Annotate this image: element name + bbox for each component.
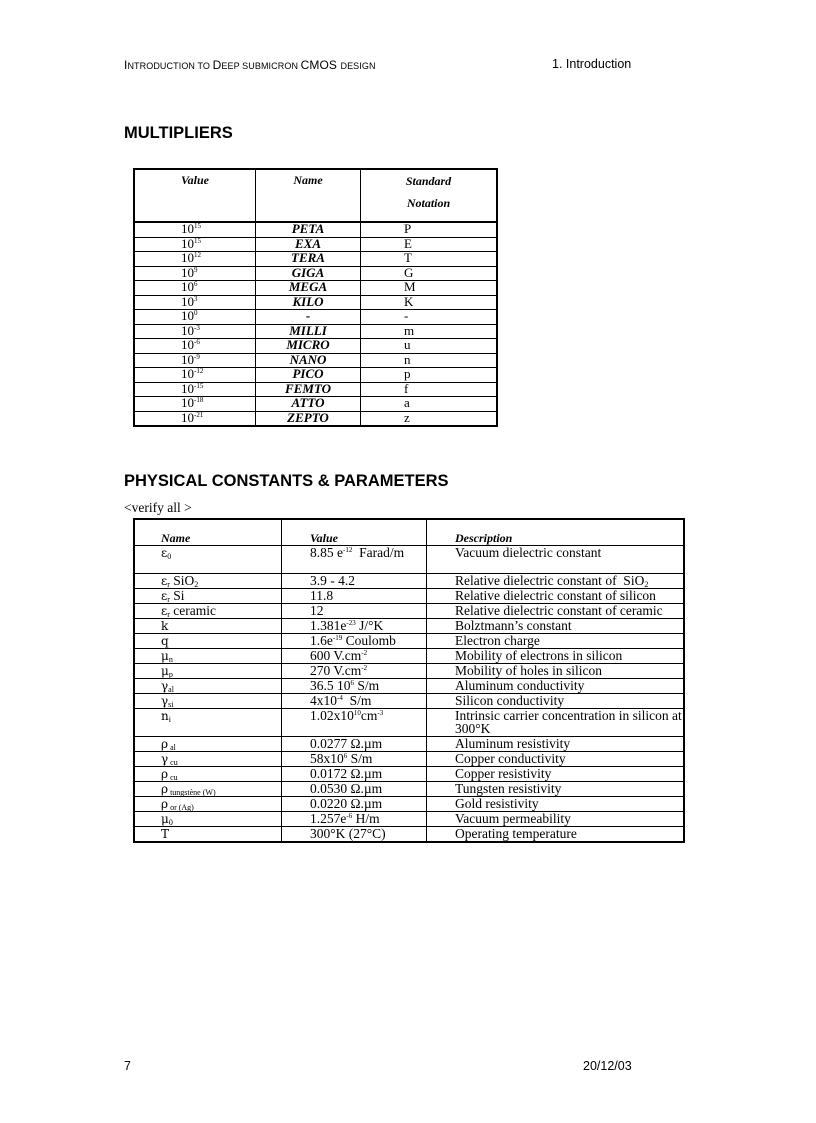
value-base: 10 xyxy=(181,395,194,410)
constant-description xyxy=(427,679,685,694)
value-unit: cm xyxy=(360,708,378,723)
constant-symbol: n xyxy=(161,709,169,723)
description-text: Aluminum conductivity xyxy=(455,678,585,693)
value-exponent: 6 xyxy=(350,679,354,687)
table-row xyxy=(134,782,684,797)
constant-subscript: p xyxy=(168,670,173,679)
value-text: 4x10 xyxy=(310,693,337,708)
constant-description xyxy=(427,752,685,767)
constant-description xyxy=(427,709,685,737)
constant-description xyxy=(427,782,685,797)
description-text: Gold resistivity xyxy=(455,796,539,811)
constant-symbol: ε xyxy=(161,574,168,588)
constant-description xyxy=(427,604,685,619)
multiplier-name: PICO xyxy=(256,368,361,383)
constant-description xyxy=(427,634,685,649)
multiplier-name: MICRO xyxy=(256,339,361,354)
value-text: 0.0277 Ω.µm xyxy=(310,736,383,751)
constant-description xyxy=(427,619,685,634)
table-row xyxy=(134,812,684,827)
multiplier-symbol: T xyxy=(361,252,498,267)
constant-symbol: γ xyxy=(161,679,169,693)
constant-description xyxy=(427,649,685,664)
constant-value xyxy=(282,634,427,649)
multiplier-name: - xyxy=(256,310,361,325)
value-base: 10 xyxy=(181,351,194,367)
constant-subscript: i xyxy=(168,715,171,724)
constant-symbol: ε xyxy=(161,604,168,618)
constant-subscript: cu xyxy=(168,773,178,782)
constant-name-subscript: 2 xyxy=(194,580,199,589)
multiplier-symbol: a xyxy=(361,397,498,412)
constant-name xyxy=(134,709,282,737)
description-text: Silicon conductivity xyxy=(455,693,565,708)
table-row xyxy=(134,574,684,589)
multiplier-name: EXA xyxy=(256,237,361,252)
constant-name xyxy=(134,767,282,782)
constant-value xyxy=(282,709,427,737)
col-header-name: Name xyxy=(134,519,282,546)
multiplier-name: KILO xyxy=(256,295,361,310)
footer-date: 20/12/03 xyxy=(583,1059,632,1073)
multiplier-value xyxy=(134,295,256,310)
col-header-value: Value xyxy=(134,169,256,222)
description-text: Copper resistivity xyxy=(455,766,552,781)
constant-name xyxy=(134,797,282,812)
description-text: Copper conductivity xyxy=(455,751,566,766)
constant-name xyxy=(134,694,282,709)
multiplier-name: ZEPTO xyxy=(256,411,361,426)
multiplier-symbol: E xyxy=(361,237,498,252)
description-text: Intrinsic carrier concentration in silicon at xyxy=(455,708,682,723)
constant-subscript: or (Ag) xyxy=(168,803,194,812)
value-text: 1.381e xyxy=(310,618,347,633)
constant-symbol: T xyxy=(161,827,170,841)
multiplier-symbol: m xyxy=(361,324,498,339)
constant-value xyxy=(282,812,427,827)
constant-name-rest: Si xyxy=(169,588,185,603)
constant-value xyxy=(282,574,427,589)
multiplier-name: ATTO xyxy=(256,397,361,412)
col-header-notation: Standard Notation xyxy=(361,169,498,222)
multiplier-value xyxy=(134,310,256,325)
constant-symbol: ρ xyxy=(161,782,169,796)
value-exponent: -12 xyxy=(194,367,204,375)
value-exponent: 15 xyxy=(194,222,201,230)
value-exponent: -6 xyxy=(194,338,200,346)
constant-subscript: n xyxy=(168,655,173,664)
constant-value xyxy=(282,679,427,694)
constant-symbol: γ xyxy=(161,694,169,708)
constant-symbol: μ xyxy=(161,664,169,678)
multiplier-symbol: p xyxy=(361,368,498,383)
constant-value xyxy=(282,797,427,812)
description-text: Vacuum permeability xyxy=(455,811,571,826)
multiplier-symbol: f xyxy=(361,382,498,397)
table-row xyxy=(134,664,684,679)
constant-symbol: ε xyxy=(161,589,168,603)
constant-symbol: ρ xyxy=(161,767,169,781)
multipliers-heading: MULTIPLIERS xyxy=(124,124,233,142)
constant-subscript: cu xyxy=(168,758,178,767)
description-text: Mobility of holes in silicon xyxy=(455,663,602,678)
constant-subscript: r xyxy=(167,610,170,619)
value-base: 10 xyxy=(181,308,194,323)
multiplier-symbol: P xyxy=(361,222,498,237)
constant-name xyxy=(134,752,282,767)
value-exponent: 15 xyxy=(194,236,201,245)
constant-subscript: tungstène (W) xyxy=(168,788,216,797)
value-unit: Coulomb xyxy=(342,633,396,648)
value-exponent: -18 xyxy=(194,396,204,404)
description-text: Vacuum dielectric constant xyxy=(455,545,602,560)
constant-name xyxy=(134,589,282,604)
multiplier-value xyxy=(134,281,256,296)
value-exponent: -6 xyxy=(346,812,353,820)
constant-value xyxy=(282,604,427,619)
constant-symbol: k xyxy=(161,619,169,633)
constant-symbol: ρ xyxy=(161,737,169,751)
value-exponent: 10 xyxy=(353,709,361,717)
multiplier-value xyxy=(134,252,256,267)
constant-description xyxy=(427,767,685,782)
value-unit: H/m xyxy=(352,811,380,826)
multiplier-name: GIGA xyxy=(256,266,361,281)
value-exponent: -2 xyxy=(361,649,368,657)
value-exponent: -2 xyxy=(361,664,368,672)
constant-value xyxy=(282,664,427,679)
constant-description xyxy=(427,737,685,752)
running-header-title: INTRODUCTION TO DEEP SUBMICRON CMOS DESIGN xyxy=(124,58,376,72)
multipliers-table xyxy=(133,168,498,427)
description-text: Aluminum resistivity xyxy=(455,736,571,751)
constant-description xyxy=(427,694,685,709)
constant-subscript: al xyxy=(168,743,176,752)
constant-name xyxy=(134,827,282,843)
value-text: 270 V.cm xyxy=(310,663,362,678)
value-text: 11.8 xyxy=(310,588,334,603)
constant-description xyxy=(427,589,685,604)
constant-name xyxy=(134,604,282,619)
value-exponent: 6 xyxy=(194,280,198,288)
col-header-value: Value xyxy=(282,519,427,546)
constant-name xyxy=(134,679,282,694)
running-header-chapter: 1. Introduction xyxy=(552,57,632,71)
value-text: 1.6e xyxy=(310,633,333,648)
value-text: 0.0530 Ω.µm xyxy=(310,781,383,796)
value-base: 10 xyxy=(181,337,194,352)
table-row xyxy=(134,767,684,782)
value-unit: S/m xyxy=(347,751,373,766)
table-row xyxy=(134,634,684,649)
physical-constants-heading: PHYSICAL CONSTANTS & PARAMETERS xyxy=(124,472,449,490)
value-exponent: -21 xyxy=(194,410,204,419)
table-row xyxy=(134,604,684,619)
value-text: 3.9 - 4.2 xyxy=(310,573,355,588)
table-row xyxy=(134,737,684,752)
multiplier-name: PETA xyxy=(256,222,361,237)
multiplier-name: FEMTO xyxy=(256,382,361,397)
description-text: Mobility of electrons in silicon xyxy=(455,648,623,663)
value-text: 58x10 xyxy=(310,751,344,766)
constant-name xyxy=(134,782,282,797)
constant-name-rest: SiO xyxy=(169,573,195,588)
table-row xyxy=(134,827,684,843)
table-row xyxy=(134,589,684,604)
constant-symbol: μ xyxy=(161,649,169,663)
table-row xyxy=(134,649,684,664)
value-text: 12 xyxy=(310,603,324,618)
constant-value xyxy=(282,737,427,752)
page-number: 7 xyxy=(124,1059,131,1073)
description-text: Relative dielectric constant of silicon xyxy=(455,588,656,603)
description-subscript: 2 xyxy=(644,580,649,589)
constant-value xyxy=(282,589,427,604)
constant-description xyxy=(427,827,685,843)
value-exponent: -19 xyxy=(332,634,343,642)
description-text: Tungsten resistivity xyxy=(455,781,562,796)
multiplier-symbol: M xyxy=(361,281,498,296)
constant-value xyxy=(282,694,427,709)
value-exponent: 9 xyxy=(194,265,198,274)
table-row xyxy=(134,752,684,767)
table-row xyxy=(134,619,684,634)
value-exponent: -12 xyxy=(343,546,353,554)
constant-value xyxy=(282,767,427,782)
table-row xyxy=(134,411,497,426)
multiplier-value xyxy=(134,222,256,237)
description-text: Bolztmann’s constant xyxy=(455,618,572,633)
constant-subscript: al xyxy=(168,685,174,694)
constant-value xyxy=(282,649,427,664)
value-exponent: -4 xyxy=(337,694,343,702)
constant-name xyxy=(134,634,282,649)
value-unit: S/m xyxy=(354,678,380,693)
value-base: 10 xyxy=(181,322,194,338)
description-text: Relative dielectric constant of ceramic xyxy=(455,603,663,618)
value-base: 10 xyxy=(181,366,194,381)
multiplier-value xyxy=(134,382,256,397)
multiplier-value xyxy=(134,368,256,383)
constant-name xyxy=(134,649,282,664)
constant-value xyxy=(282,782,427,797)
value-text: 300°K (27°C) xyxy=(310,826,386,841)
constant-name xyxy=(134,546,282,574)
col-header-name: Name xyxy=(256,169,361,222)
constant-name xyxy=(134,664,282,679)
multiplier-name: MILLI xyxy=(256,324,361,339)
table-row xyxy=(134,797,684,812)
multiplier-symbol: G xyxy=(361,266,498,281)
value-exponent: 3 xyxy=(194,294,198,303)
value-exponent: -15 xyxy=(194,381,204,390)
value-base: 10 xyxy=(181,279,194,294)
constant-value xyxy=(282,752,427,767)
table-row xyxy=(134,694,684,709)
value-unit: J/°K xyxy=(355,618,384,633)
constant-value xyxy=(282,546,427,574)
constant-name xyxy=(134,812,282,827)
value-text: 1.02x10 xyxy=(310,708,354,723)
constant-symbol: q xyxy=(161,634,169,648)
value-base: 10 xyxy=(181,264,194,280)
multiplier-name: MEGA xyxy=(256,281,361,296)
constant-symbol: γ xyxy=(161,752,169,766)
value-unit: Farad/m xyxy=(352,545,405,560)
multiplier-symbol: u xyxy=(361,339,498,354)
constant-description xyxy=(427,546,685,574)
constant-name xyxy=(134,574,282,589)
description-line2: 300°K xyxy=(455,721,491,736)
value-unit-exponent: -3 xyxy=(377,709,384,717)
value-text: 0.0220 Ω.µm xyxy=(310,796,383,811)
constant-description xyxy=(427,797,685,812)
description-text: Electron charge xyxy=(455,633,540,648)
multiplier-symbol: - xyxy=(361,310,498,325)
multiplier-value xyxy=(134,411,256,426)
constant-subscript: 0 xyxy=(168,818,173,827)
multiplier-value xyxy=(134,353,256,368)
value-base: 10 xyxy=(181,221,194,236)
value-exponent: -9 xyxy=(194,352,200,361)
constant-symbol: ε xyxy=(161,546,168,560)
value-text: 600 V.cm xyxy=(310,648,362,663)
value-base: 10 xyxy=(181,409,194,425)
multiplier-name: TERA xyxy=(256,252,361,267)
value-text: 0.0172 Ω.µm xyxy=(310,766,383,781)
description-text: Operating temperature xyxy=(455,826,577,841)
multiplier-symbol: z xyxy=(361,411,498,426)
col-header-description: Description xyxy=(427,519,685,546)
constant-description xyxy=(427,812,685,827)
value-exponent: -3 xyxy=(194,323,200,332)
value-text: 1.257e xyxy=(310,811,347,826)
value-base: 10 xyxy=(181,380,194,396)
value-exponent: 12 xyxy=(194,251,201,259)
multiplier-value xyxy=(134,266,256,281)
table-row xyxy=(134,546,684,574)
value-text: 8.85 e xyxy=(310,545,343,560)
constant-subscript: r xyxy=(167,580,170,589)
value-unit: S/m xyxy=(342,693,372,708)
constant-name xyxy=(134,619,282,634)
multiplier-value xyxy=(134,324,256,339)
multiplier-value xyxy=(134,339,256,354)
multiplier-symbol: n xyxy=(361,353,498,368)
multiplier-symbol: K xyxy=(361,295,498,310)
verify-note: <verify all > xyxy=(124,500,192,515)
multiplier-name: NANO xyxy=(256,353,361,368)
constant-description xyxy=(427,664,685,679)
value-base: 10 xyxy=(181,235,194,251)
table-row xyxy=(134,679,684,694)
constant-value xyxy=(282,827,427,843)
constant-subscript: r xyxy=(167,595,170,604)
value-base: 10 xyxy=(181,293,194,309)
multiplier-value xyxy=(134,237,256,252)
value-exponent: 0 xyxy=(194,309,198,317)
description-text: Relative dielectric constant of SiO xyxy=(455,573,645,588)
constant-symbol: μ xyxy=(161,812,169,826)
value-text: 36.5 10 xyxy=(310,678,351,693)
value-exponent: -23 xyxy=(346,619,356,627)
constant-description xyxy=(427,574,685,589)
constant-name-rest: ceramic xyxy=(169,603,216,618)
value-base: 10 xyxy=(181,250,194,265)
constant-name xyxy=(134,737,282,752)
table-row xyxy=(134,709,684,737)
value-exponent: 6 xyxy=(343,752,348,760)
constant-symbol: ρ xyxy=(161,797,169,811)
multiplier-value xyxy=(134,397,256,412)
constant-value xyxy=(282,619,427,634)
physical-constants-table xyxy=(133,518,685,843)
constant-subscript: si xyxy=(168,700,174,709)
constant-subscript: 0 xyxy=(167,552,172,561)
